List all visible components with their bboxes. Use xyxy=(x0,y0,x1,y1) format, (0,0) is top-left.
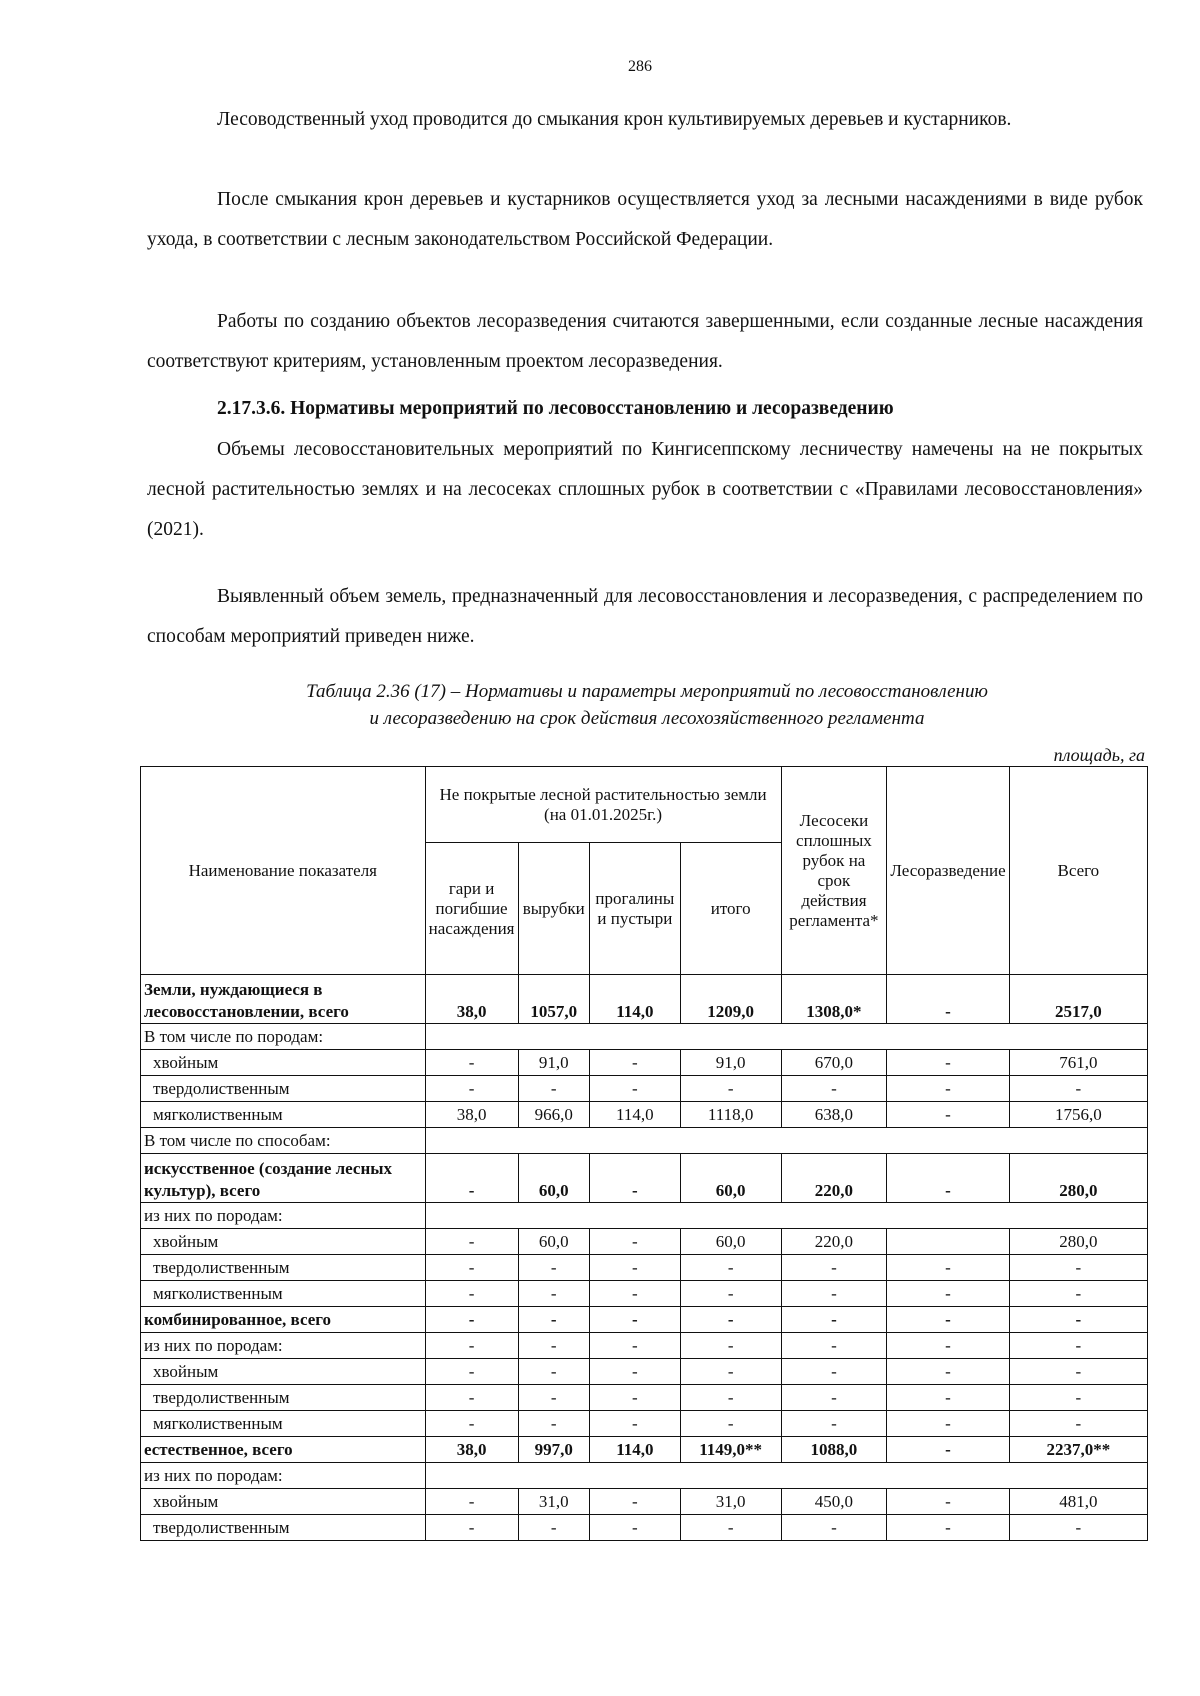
header-glades: прогалины и пустыри xyxy=(589,843,680,975)
table-row xyxy=(141,1489,1148,1515)
table-cell: - xyxy=(589,1385,680,1411)
table-cell: 280,0 xyxy=(1009,1154,1147,1203)
table-cell: - xyxy=(1009,1076,1147,1102)
table-row xyxy=(141,1515,1148,1541)
table-cell: 38,0 xyxy=(425,1102,518,1128)
table-cell: 38,0 xyxy=(425,975,518,1024)
table-cell: - xyxy=(1009,1411,1147,1437)
table-cell: 1209,0 xyxy=(680,975,781,1024)
table-unit: площадь, га xyxy=(1053,745,1145,765)
table-cell: - xyxy=(518,1515,589,1541)
table-cell: 966,0 xyxy=(518,1102,589,1128)
table-cell: - xyxy=(425,1281,518,1307)
table-row xyxy=(141,1385,1148,1411)
table-cell: 60,0 xyxy=(680,1229,781,1255)
table-cell: 997,0 xyxy=(518,1437,589,1463)
table-cell: - xyxy=(887,1411,1009,1437)
table-cell: - xyxy=(589,1281,680,1307)
caption-line-1: Таблица 2.36 (17) – Нормативы и параметры мероприятий по лесовосстановлению xyxy=(306,681,988,702)
header-total: Всего xyxy=(1009,767,1147,975)
table-cell: - xyxy=(680,1359,781,1385)
table-cell: - xyxy=(680,1076,781,1102)
header-subtotal: итого xyxy=(680,843,781,975)
table-cell: - xyxy=(781,1255,887,1281)
table-row xyxy=(141,1359,1148,1385)
table-cell: - xyxy=(425,1050,518,1076)
reforestation-table xyxy=(140,766,1148,1541)
row-label: В том числе по способам: xyxy=(141,1128,426,1154)
header-clearcuts: Лесосеки сплошных рубок на срок действия регламента* xyxy=(781,767,887,975)
table-row xyxy=(141,1437,1148,1463)
table-cell: 31,0 xyxy=(680,1489,781,1515)
table-cell: 220,0 xyxy=(781,1154,887,1203)
table-cell: - xyxy=(680,1281,781,1307)
table-cell: 761,0 xyxy=(1009,1050,1147,1076)
paragraph-care: Лесоводственный уход проводится до смыкания крон культивируемых деревьев и кустарников. xyxy=(217,109,1012,130)
table-cell: 91,0 xyxy=(680,1050,781,1076)
row-label: В том числе по породам: xyxy=(141,1024,426,1050)
table-cell: - xyxy=(425,1255,518,1281)
table-cell: - xyxy=(425,1333,518,1359)
table-row xyxy=(141,1154,1148,1203)
row-label: мягколиственным xyxy=(141,1102,426,1128)
row-label: твердолиственным xyxy=(141,1385,426,1411)
table-cell: 1756,0 xyxy=(1009,1102,1147,1128)
table-cell: - xyxy=(1009,1281,1147,1307)
table-cell: - xyxy=(518,1076,589,1102)
table-cell: - xyxy=(680,1385,781,1411)
row-label: твердолиственным xyxy=(141,1076,426,1102)
table-row xyxy=(141,975,1148,1024)
row-label: хвойным xyxy=(141,1050,426,1076)
row-label: из них по породам: xyxy=(141,1203,426,1229)
table-cell: - xyxy=(589,1229,680,1255)
table-cell: 60,0 xyxy=(518,1154,589,1203)
table-cell: 1118,0 xyxy=(680,1102,781,1128)
paragraph-completion: Работы по созданию объектов лесоразведения считаются завершенными, если созданные лесные насаждения соответствуют критериям, установленным проектом лесоразведения. xyxy=(147,311,1143,372)
table-cell: - xyxy=(887,1489,1009,1515)
table-row xyxy=(141,1024,1148,1050)
table-row xyxy=(141,1076,1148,1102)
table-cell: - xyxy=(425,1489,518,1515)
table-cell: - xyxy=(887,1515,1009,1541)
table-cell: - xyxy=(1009,1333,1147,1359)
table-cell: - xyxy=(589,1154,680,1203)
table-cell: - xyxy=(425,1076,518,1102)
table-row xyxy=(141,1050,1148,1076)
table-row xyxy=(141,1229,1148,1255)
table-cell: - xyxy=(425,1359,518,1385)
table-row xyxy=(141,1128,1148,1154)
header-name: Наименование показателя xyxy=(141,767,426,975)
caption-line-2: и лесоразведению на срок действия лесохозяйственного регламента xyxy=(369,708,925,729)
table-cell: - xyxy=(425,1307,518,1333)
table-row xyxy=(141,1255,1148,1281)
table-row xyxy=(141,1307,1148,1333)
table-cell: - xyxy=(1009,1255,1147,1281)
table-cell: - xyxy=(887,1333,1009,1359)
row-label: из них по породам: xyxy=(141,1463,426,1489)
table-cell: - xyxy=(518,1359,589,1385)
paragraph-volumes: Объемы лесовосстановительных мероприятий по Кингисеппскому лесничеству намечены на не покрытых лесной растительностью землях и на лесосеках сплошных рубок в соответствии с «Правилами лесовосстановления» (2021). xyxy=(147,439,1143,540)
table-cell: - xyxy=(518,1307,589,1333)
row-label: хвойным xyxy=(141,1489,426,1515)
table-cell: - xyxy=(887,1255,1009,1281)
table-cell: 1308,0* xyxy=(781,975,887,1024)
table-cell: 2517,0 xyxy=(1009,975,1147,1024)
table-cell: 114,0 xyxy=(589,1437,680,1463)
table-row xyxy=(141,1102,1148,1128)
row-label: мягколиственным xyxy=(141,1281,426,1307)
table-cell: - xyxy=(680,1255,781,1281)
table-cell: - xyxy=(589,1489,680,1515)
table-cell: 481,0 xyxy=(1009,1489,1147,1515)
table-row xyxy=(141,1281,1148,1307)
table-cell: - xyxy=(781,1307,887,1333)
table-cell: 280,0 xyxy=(1009,1229,1147,1255)
table-cell: - xyxy=(887,1076,1009,1102)
table-cell: - xyxy=(518,1385,589,1411)
table-cell: - xyxy=(1009,1515,1147,1541)
row-empty-cell xyxy=(425,1203,1147,1229)
header-afforestation: Лесоразведение xyxy=(887,767,1009,975)
table-cell: 114,0 xyxy=(589,1102,680,1128)
table-cell xyxy=(887,1229,1009,1255)
table-cell: - xyxy=(589,1333,680,1359)
table-cell: - xyxy=(680,1333,781,1359)
table-cell: - xyxy=(781,1076,887,1102)
row-label: из них по породам: xyxy=(141,1333,426,1359)
table-cell: - xyxy=(589,1515,680,1541)
table-cell: - xyxy=(589,1050,680,1076)
table-caption xyxy=(147,678,1147,732)
paragraph-identified-volume: Выявленный объем земель, предназначенный для лесовосстановления и лесоразведения, с распределением по способам мероприятий приведен ниже. xyxy=(147,586,1143,647)
table-row xyxy=(141,1411,1148,1437)
header-burned: гари и погибшие насаждения xyxy=(425,843,518,975)
table-cell: - xyxy=(781,1515,887,1541)
table-cell: - xyxy=(887,975,1009,1024)
table-cell: - xyxy=(680,1307,781,1333)
table-cell: - xyxy=(1009,1359,1147,1385)
table-cell: 60,0 xyxy=(680,1154,781,1203)
table-cell: - xyxy=(887,1102,1009,1128)
row-empty-cell xyxy=(425,1463,1147,1489)
table-cell: 2237,0** xyxy=(1009,1437,1147,1463)
table-cell: - xyxy=(425,1515,518,1541)
table-cell: - xyxy=(425,1385,518,1411)
table-cell: - xyxy=(781,1333,887,1359)
table-cell: - xyxy=(680,1411,781,1437)
table-cell: - xyxy=(589,1255,680,1281)
table-cell: 60,0 xyxy=(518,1229,589,1255)
table-cell: - xyxy=(1009,1307,1147,1333)
table-cell: 670,0 xyxy=(781,1050,887,1076)
table-cell: 220,0 xyxy=(781,1229,887,1255)
table-body xyxy=(141,975,1148,1541)
table-cell: - xyxy=(781,1385,887,1411)
row-label: хвойным xyxy=(141,1229,426,1255)
table-cell: - xyxy=(887,1437,1009,1463)
row-label: Земли, нуждающиеся в лесовосстановлении, всего xyxy=(141,975,426,1024)
table-cell: - xyxy=(518,1333,589,1359)
table-cell: 38,0 xyxy=(425,1437,518,1463)
table-cell: - xyxy=(589,1307,680,1333)
table-row xyxy=(141,1203,1148,1229)
table-cell: 1149,0** xyxy=(680,1437,781,1463)
table-row xyxy=(141,1463,1148,1489)
table-cell: - xyxy=(518,1411,589,1437)
table-cell: - xyxy=(887,1154,1009,1203)
table-cell: - xyxy=(887,1281,1009,1307)
row-label: искусственное (создание лесных культур), всего xyxy=(141,1154,426,1203)
table-cell: - xyxy=(887,1050,1009,1076)
page-number: 286 xyxy=(628,58,652,75)
header-uncovered-lands: Не покрытые лесной растительностью земли (на 01.01.2025г.) xyxy=(425,767,781,843)
table-cell: - xyxy=(589,1359,680,1385)
table-cell: 638,0 xyxy=(781,1102,887,1128)
table-cell: - xyxy=(518,1255,589,1281)
table-cell: 91,0 xyxy=(518,1050,589,1076)
row-label: естественное, всего xyxy=(141,1437,426,1463)
table-cell: - xyxy=(425,1411,518,1437)
table-cell: - xyxy=(425,1154,518,1203)
table-cell: - xyxy=(781,1281,887,1307)
row-empty-cell xyxy=(425,1128,1147,1154)
row-label: мягколиственным xyxy=(141,1411,426,1437)
table-cell: - xyxy=(1009,1385,1147,1411)
table-cell: 450,0 xyxy=(781,1489,887,1515)
header-cut: вырубки xyxy=(518,843,589,975)
table-cell: - xyxy=(425,1229,518,1255)
table-row xyxy=(141,1333,1148,1359)
table-cell: 1088,0 xyxy=(781,1437,887,1463)
table-cell: - xyxy=(887,1359,1009,1385)
row-label: твердолиственным xyxy=(141,1255,426,1281)
row-label: твердолиственным xyxy=(141,1515,426,1541)
table-cell: - xyxy=(887,1307,1009,1333)
table-cell: 31,0 xyxy=(518,1489,589,1515)
table-cell: - xyxy=(680,1515,781,1541)
table-cell: 114,0 xyxy=(589,975,680,1024)
row-label: комбинированное, всего xyxy=(141,1307,426,1333)
table-cell: - xyxy=(781,1359,887,1385)
section-heading: 2.17.3.6. Нормативы мероприятий по лесовосстановлению и лесоразведению xyxy=(217,398,894,419)
table-cell: - xyxy=(589,1411,680,1437)
row-empty-cell xyxy=(425,1024,1147,1050)
table-cell: - xyxy=(781,1411,887,1437)
table-cell: - xyxy=(518,1281,589,1307)
table-cell: - xyxy=(589,1076,680,1102)
row-label: хвойным xyxy=(141,1359,426,1385)
table-cell: - xyxy=(887,1385,1009,1411)
table-cell: 1057,0 xyxy=(518,975,589,1024)
paragraph-after-closure: После смыкания крон деревьев и кустарников осуществляется уход за лесными насаждениями в виде рубок ухода, в соответствии с лесным законодательством Российской Федерации. xyxy=(147,189,1143,250)
